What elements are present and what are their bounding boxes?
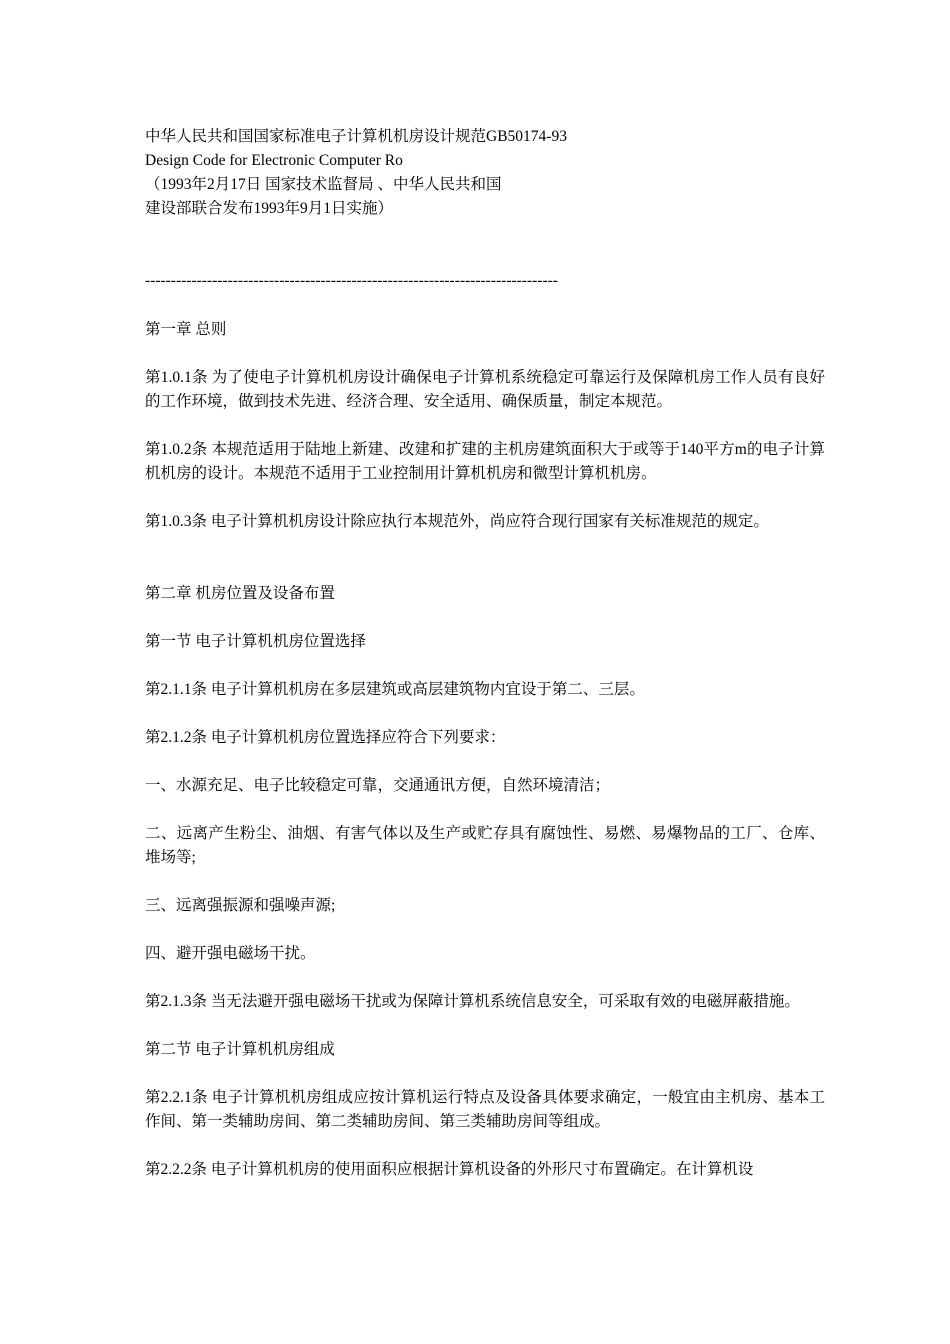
section-2-title: 第二节 电子计算机机房组成 xyxy=(145,1041,335,1058)
document-page xyxy=(145,125,825,1182)
requirement-item-3: 三、远离强振源和强噪声源; xyxy=(145,897,336,914)
requirement-item-2: 二、远离产生粉尘、油烟、有害气体以及生产或贮存具有腐蚀性、易燃、易爆物品的工厂、仓库、堆场等; xyxy=(145,825,825,866)
chapter-1-title: 第一章 总则 xyxy=(145,321,227,338)
document-title-en: Design Code for Electronic Computer Ro xyxy=(145,152,403,169)
article-2-1-1: 第2.1.1条 电子计算机机房在多层建筑或高层建筑物内宜设于第二、三层。 xyxy=(145,681,645,698)
publish-info-line-1: （1993年2月17日 国家技术监督局 、中华人民共和国 xyxy=(145,176,502,193)
publish-info-line-2: 建设部联合发布1993年9月1日实施） xyxy=(145,200,394,217)
article-2-1-2: 第2.1.2条 电子计算机机房位置选择应符合下列要求： xyxy=(145,729,506,746)
chapter-2-title: 第二章 机房位置及设备布置 xyxy=(145,585,335,602)
requirement-item-1: 一、水源充足、电子比较稳定可靠，交通通讯方便，自然环境清洁； xyxy=(145,777,611,794)
article-1-0-3: 第1.0.3条 电子计算机机房设计除应执行本规范外，尚应符合现行国家有关标准规范的规定。 xyxy=(145,513,769,530)
article-2-1-3: 第2.1.3条 当无法避开强电磁场干扰或为保障计算机系统信息安全，可采取有效的电磁屏蔽措施。 xyxy=(145,993,800,1010)
requirement-item-4: 四、避开强电磁场干扰。 xyxy=(145,945,316,962)
separator-line: -------------------------------------------------------------------------------- xyxy=(145,272,558,289)
article-1-0-1: 第1.0.1条 为了使电子计算机机房设计确保电子计算机系统稳定可靠运行及保障机房工作人员有良好的工作环境，做到技术先进、经济合理、安全适用、确保质量，制定本规范。 xyxy=(145,369,825,410)
section-1-title: 第一节 电子计算机机房位置选择 xyxy=(145,633,366,650)
article-2-2-2: 第2.2.2条 电子计算机机房的使用面积应根据计算机设备的外形尺寸布置确定。在计算机设 xyxy=(145,1161,754,1178)
article-1-0-2: 第1.0.2条 本规范适用于陆地上新建、改建和扩建的主机房建筑面积大于或等于140平方m的电子计算机机房的设计。本规范不适用于工业控制用计算机机房和微型计算机机房。 xyxy=(145,441,825,482)
document-title-cn: 中华人民共和国国家标准电子计算机机房设计规范GB50174-93 xyxy=(145,128,567,145)
article-2-2-1: 第2.2.1条 电子计算机机房组成应按计算机运行特点及设备具体要求确定，一般宜由主机房、基本工作间、第一类辅助房间、第二类辅助房间、第三类辅助房间等组成。 xyxy=(145,1089,825,1130)
